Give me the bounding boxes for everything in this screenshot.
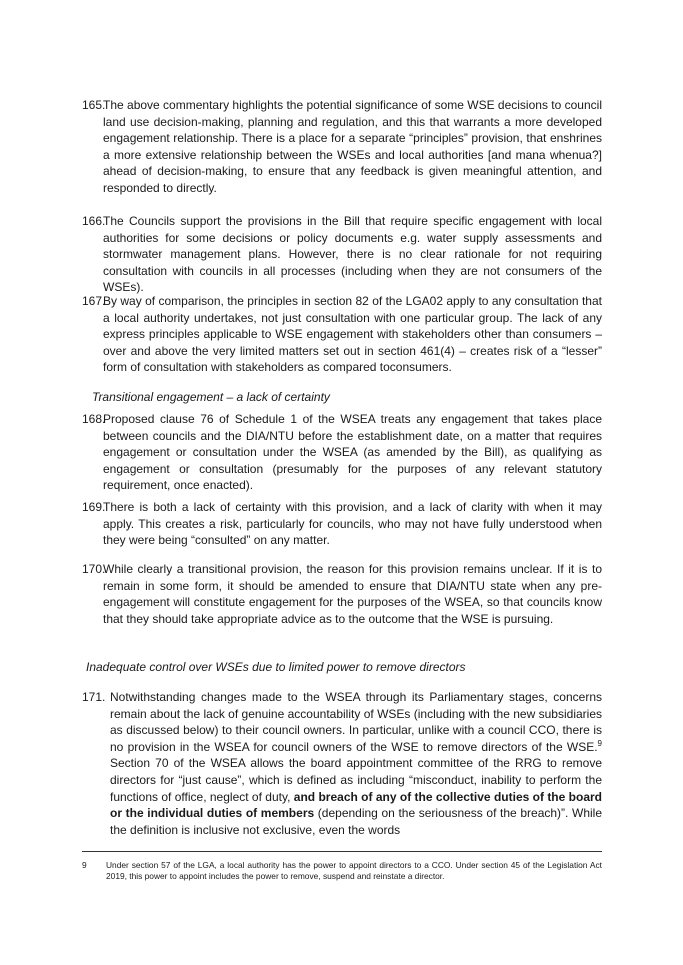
paragraph-170	[82, 561, 602, 627]
paragraph-number: 168.	[82, 412, 106, 426]
paragraph-text-part: Section 70 of the WSEA allows the board appointment committee of the RRG to remove directors for “just cause”, which is defined as including “misconduct, inability to perform the functions of office, neglect of duty,	[110, 756, 602, 804]
paragraph-text: Proposed clause 76 of Schedule 1 of the WSEA treats any engagement that takes place between councils and the DIA/NTU before the establishment date, on a matter that requires engagement or consultation under the WSEA (as amended by the Bill), as qualifying as engagement or consultation (presumably for the purposes of any relevant statutory requirement, once enacted).	[103, 412, 602, 493]
paragraph-number: 171.	[82, 690, 106, 704]
paragraph-text: The Councils support the provisions in the Bill that require specific engagement with local authorities for some decisions or policy documents e.g. water supply assessments and stormwater management plans. However, there is no clear rationale for not requiring consultation with councils in all processes (including when they are not consumers of the WSEs).	[103, 214, 602, 295]
paragraph-number: 165.	[82, 98, 106, 112]
paragraph-168	[82, 411, 602, 494]
paragraph-text-part: (depending on the seriousness of the breach)”. While the definition is inclusive not exclusive, even the words	[110, 806, 603, 837]
paragraph-167	[82, 293, 602, 376]
paragraph-text	[110, 689, 602, 838]
footnote-9	[82, 860, 602, 882]
paragraph-166	[82, 213, 602, 296]
footnote-text: Under section 57 of the LGA, a local authority has the power to appoint directors to a CCO. Under section 45 of the Legislation Act 2019, this power to appoint includes the power to remove, suspend and reinstate a director.	[106, 860, 602, 881]
footnote-reference[interactable]: 9	[597, 738, 602, 748]
section-heading-transitional: Transitional engagement – a lack of certainty	[92, 390, 330, 404]
paragraph-number: 166.	[82, 214, 106, 228]
paragraph-text: By way of comparison, the principles in section 82 of the LGA02 apply to any consultation that a local authority undertakes, not just consultation with one particular group. The lack of any express principles applicable to WSE engagement with stakeholders other than consumers – over and above the very limited matters set out in section 461(4) – creates risk of a “lesser” form of consultation with stakeholders as compared toconsumers.	[103, 294, 602, 375]
section-heading-inadequate: Inadequate control over WSEs due to limited power to remove directors	[86, 660, 466, 674]
bold-emphasis: and breach of any of the collective duties of the board or the individual duties of members	[110, 789, 602, 821]
paragraph-text: The above commentary highlights the potential significance of some WSE decisions to council land use decision-making, planning and regulation, and this that warrants a more developed engagement relationship. There is a place for a separate “principles” provision, that enshrines a more extensive relationship between the WSEs and local authorities [and mana whenua?] ahead of decision-making, to ensure that any feedback is given meaningful attention, and responded to directly.	[103, 98, 602, 195]
footnote-separator	[82, 851, 602, 852]
paragraph-number: 167.	[82, 294, 106, 308]
paragraph-text-part: Notwithstanding changes made to the WSEA through its Parliamentary stages, concerns remain about the lack of genuine accountability of WSEs (including with the new subsidiaries as discussed below) to their council owners. In particular, unlike with a council CCO, there is no provision in the WSEA for council owners of the WSE to remove directors of the WSE.	[110, 690, 602, 754]
paragraph-text: There is both a lack of certainty with this provision, and a lack of clarity with when it may apply. This creates a risk, particularly for councils, who may not have fully understood when they were being “consulted” on any matter.	[103, 500, 602, 548]
paragraph-171	[82, 689, 602, 838]
paragraph-165	[82, 97, 602, 197]
paragraph-number: 170.	[82, 562, 106, 576]
footnote-number: 9	[82, 860, 87, 870]
paragraph-number: 169.	[82, 500, 106, 514]
paragraph-169	[82, 499, 602, 549]
paragraph-text: While clearly a transitional provision, the reason for this provision remains unclear. If it is to remain in some form, it should be amended to ensure that DIA/NTU state when any pre-engagement will constitute engagement for the purposes of the WSEA, so that councils know that they should take appropriate advice as to the outcome that the WSE is pursuing.	[103, 562, 602, 626]
